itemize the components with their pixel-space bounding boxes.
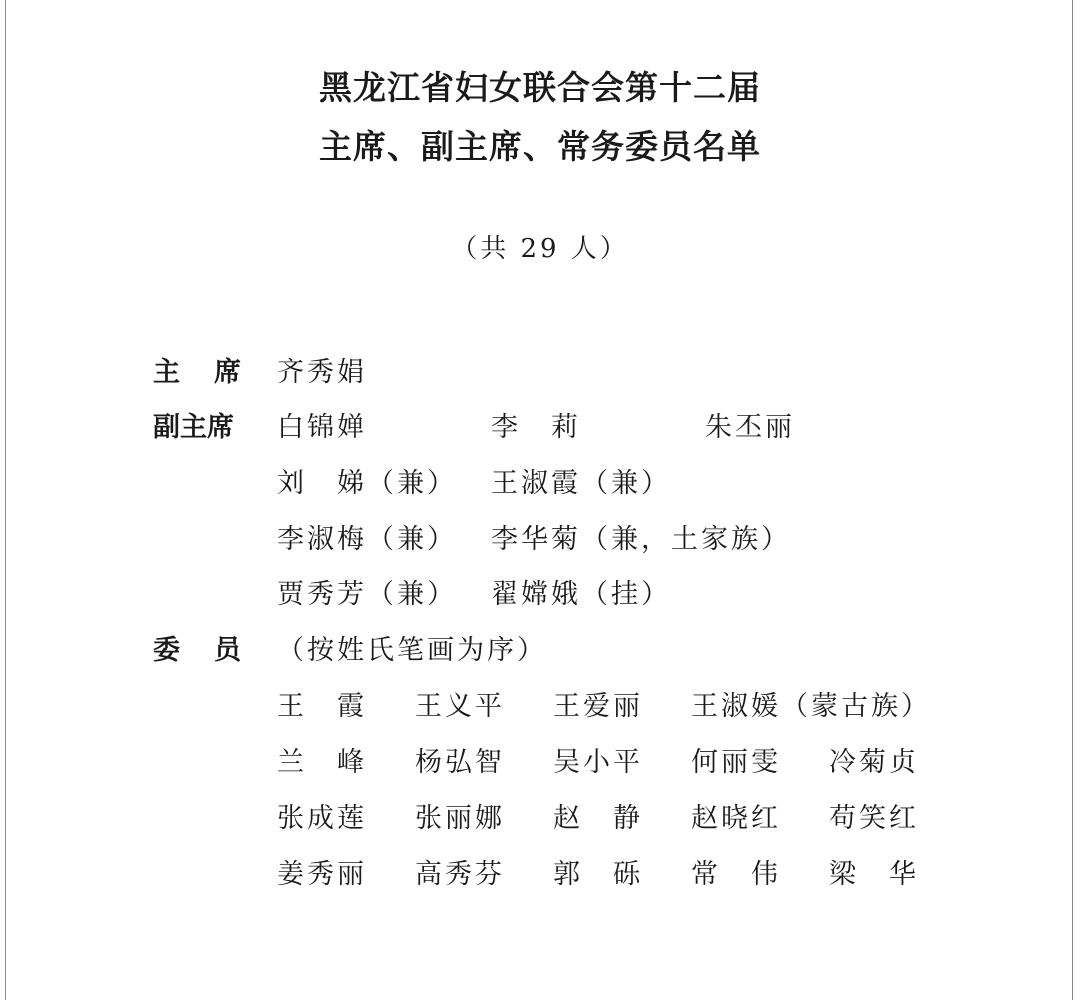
member-count: （共 29 人） xyxy=(451,234,629,264)
member-name: 王淑媛（蒙古族） xyxy=(691,691,931,722)
vice-chair-name: 李华菊（兼，土家族） xyxy=(491,524,791,555)
vice-chair-name: 翟嫦娥（挂） xyxy=(491,579,671,610)
member-name: 梁 华 xyxy=(829,859,919,890)
vice-chair-name: 贾秀芳（兼） xyxy=(277,579,457,610)
member-name: 赵 静 xyxy=(553,803,643,834)
vice-chair-name: 朱丕丽 xyxy=(705,412,795,443)
vice-chair-name: 李淑梅（兼） xyxy=(277,524,457,555)
member-name: 王义平 xyxy=(415,691,505,722)
members-label: 委员 xyxy=(153,635,275,666)
members-order-note: （按姓氏笔画为序） xyxy=(277,635,547,666)
vice-chair-name: 王淑霞（兼） xyxy=(491,468,671,499)
chair-name: 齐秀娟 xyxy=(277,357,367,388)
member-name: 苟笑红 xyxy=(829,803,919,834)
member-name: 何丽雯 xyxy=(691,747,781,778)
member-name: 高秀芬 xyxy=(415,859,505,890)
member-name: 赵晓红 xyxy=(691,803,781,834)
member-name: 郭 砾 xyxy=(553,859,643,890)
vice-chair-label: 副主席 xyxy=(153,412,234,443)
member-name: 王爱丽 xyxy=(553,691,643,722)
chair-label: 主席 xyxy=(153,357,275,388)
member-name: 吴小平 xyxy=(553,747,643,778)
vice-chair-name: 刘 娣（兼） xyxy=(277,468,457,499)
member-name: 王 霞 xyxy=(277,691,367,722)
member-name: 姜秀丽 xyxy=(277,859,367,890)
member-name: 冷菊贞 xyxy=(829,747,919,778)
member-name: 张成莲 xyxy=(277,803,367,834)
member-name: 杨弘智 xyxy=(415,747,505,778)
member-name: 兰 峰 xyxy=(277,747,367,778)
member-name: 常 伟 xyxy=(691,859,781,890)
title-line-2: 主席、副主席、常务委员名单 xyxy=(319,127,761,166)
vice-chair-name: 白锦婵 xyxy=(277,412,367,443)
title-line-1: 黑龙江省妇女联合会第十二届 xyxy=(319,68,761,107)
member-name: 张丽娜 xyxy=(415,803,505,834)
vice-chair-name: 李 莉 xyxy=(491,412,581,443)
